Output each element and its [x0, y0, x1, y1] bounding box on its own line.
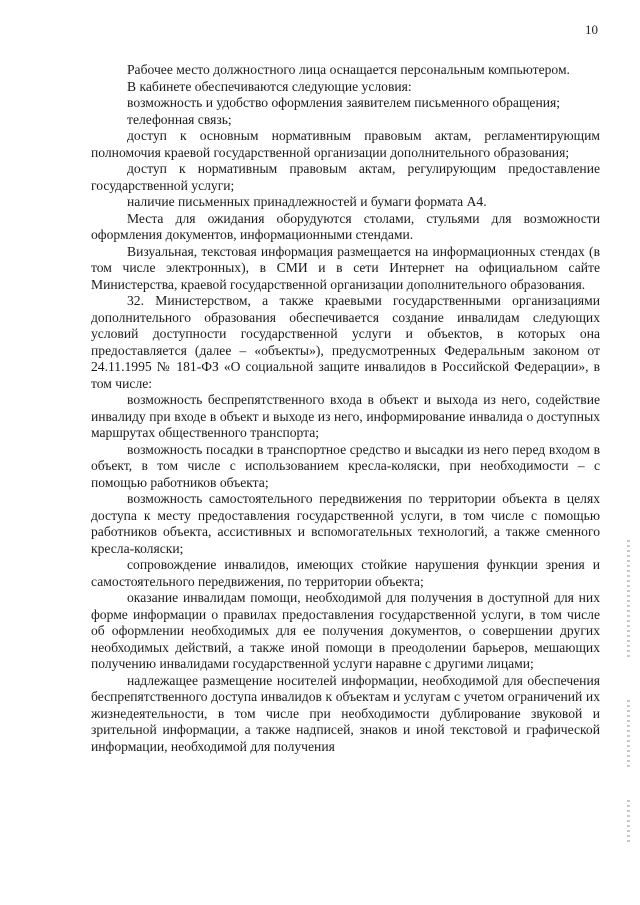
paragraph-telephone: телефонная связь;	[127, 111, 232, 127]
paragraph-boarding-vehicle: возможность посадки в транспортное средство и высадки из него перед входом в объект, в том числе с использованием кресла-коляски, при необходимости – с помощью работников объекта;	[91, 441, 600, 490]
page-number: 10	[585, 22, 598, 37]
paragraph-escort: сопровождение инвалидов, имеющих стойкие нарушения функции зрения и самостоятельного передвижения, по территории объекта;	[91, 557, 600, 589]
paragraph-access-basic-acts: доступ к основным нормативным правовым актам, регламентирующим полномочия краевой государственной организации дополнительного образования;	[91, 128, 600, 160]
paragraph-workplace: Рабочее место должностного лица оснащается персональным компьютером.	[127, 62, 570, 77]
paragraph-access-regulating-acts: доступ к нормативным правовым актам, регулирующим предоставление государственной услуги;	[91, 161, 600, 193]
paragraph-waiting-places: Места для ожидания оборудуются столами, стульями для возможности оформления документов, информационными стендами.	[91, 210, 600, 242]
paragraph-office-conditions: В кабинете обеспечиваются следующие условия:	[127, 78, 412, 94]
paragraph-assistance: оказание инвалидам помощи, необходимой для получения в доступной для них форме информации о правилах предоставления государственной услуги, в том числе об оформлении необходимых для ее получения документов, о совершении других необходимых действий, а также иной помощи в преодолении барьеров, мешающих получению инвалидами государственной услуги наравне с другими лицами;	[91, 590, 600, 671]
scan-edge-mark	[627, 540, 630, 660]
scan-edge-mark	[627, 700, 630, 770]
scan-edge-mark	[627, 800, 630, 845]
paragraph-information-carriers: надлежащее размещение носителей информации, необходимой для обеспечения беспрепятственного доступа инвалидов к объектам и услугам с учетом ограничений их жизнедеятельности, в том числе при необходимости дублирование звуковой и зрительной информации, а также надписей, знаков и иной текстовой и графической информации, необходимой для получения	[91, 672, 600, 754]
paragraph-independent-movement: возможность самостоятельного передвижения по территории объекта в целях доступа к месту предоставления государственной услуги, в том числе с помощью работников объекта, ассистивных и вспомогательных технологий, а также сменного кресла-коляски;	[91, 491, 600, 556]
paragraph-stationery: наличие письменных принадлежностей и бумаги формата А4.	[127, 194, 487, 209]
document-body	[91, 62, 600, 755]
paragraph-visual-info: Визуальная, текстовая информация размещается на информационных стендах (в том числе электронных), в СМИ и в сети Интернет на официальном сайте Министерства, краевой государственной организации дополнительного образования.	[91, 243, 600, 292]
paragraph-written-appeal: возможность и удобство оформления заявителем письменного обращения;	[127, 95, 561, 110]
paragraph-unimpeded-entry: возможность беспрепятственного входа в объект и выхода из него, содействие инвалиду при входе в объект и выходе из него, информирование инвалида о доступных маршрутах общественного транспорта;	[91, 392, 600, 440]
paragraph-item-32: 32. Министерством, а также краевыми государственными организациями дополнительного образования обеспечивается создание инвалидам следующих условий доступности государственной услуги и объектов, в которых она предоставляется (далее – «объекты»), предусмотренных Федеральным законом от 24.11.1995 № 181-ФЗ «О социальной защите инвалидов в Российской Федерации», в том числе:	[91, 293, 600, 391]
